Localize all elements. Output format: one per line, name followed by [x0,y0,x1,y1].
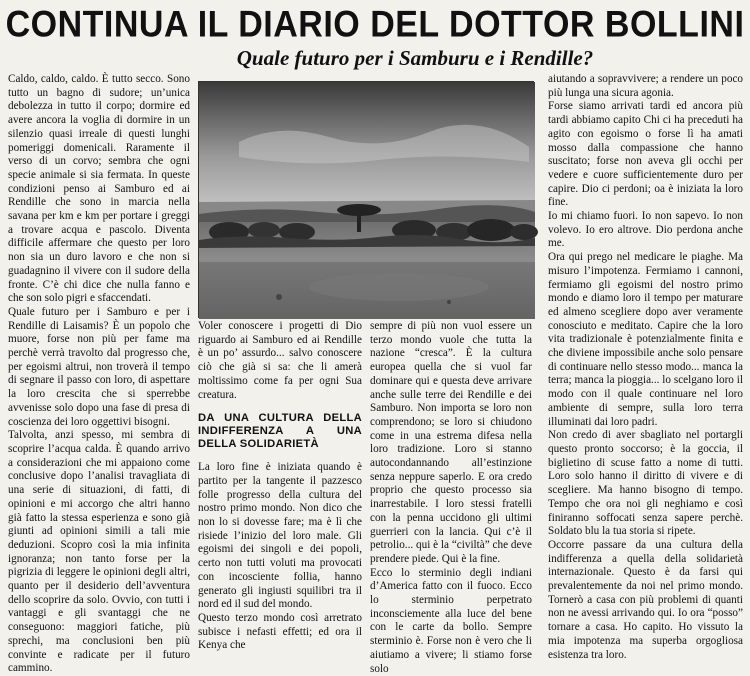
paragraph: Forse siamo arrivati tardi ed ancora più tardi abbiamo capito Chi ci ha preceduti ha agito con egoismo o forse lì ha amati mosso dalla compassione che hanno suscitato; forse non aveva gli occhi per vedere e cuore sufficientemente duro per capire. Dio ci perdoni; oa è iniziata la loro fine. [548,100,743,209]
intro-paragraph: Voler conoscere i progetti di Dio riguardo ai Samburo ed ai Rendille è un po’ assurdo... salvo conoscere ciò che già si sa: che li amerà moltissimo come fa per ogni Sua creatura. [198,320,362,401]
paragraph: aiutando a sopravvivere; a rendere un poco più lunga una sicura agonia. [548,73,743,99]
text-column-2 [198,320,362,652]
savanna-village-photo [198,81,534,318]
photo-icon [199,82,535,319]
text-column-3 [370,320,532,675]
paragraph: Ecco lo sterminio degli indiani d’America fatto con il fuoco. Ecco lo sterminio perpetrato inconsciemente alla luce del bene con le carte da bollo. Sempre sterminio è. Forse non è vero che li aiutiamo a vivere; li stiamo forse solo [370,566,532,675]
paragraph: La loro fine è iniziata quando è partito per la tangente il pazzesco folle progresso della cultura del nostro primo mondo. Non dico che non lo si dovesse fare; ma è lì che risiede l’inizio del loro male. Gli egoismi dei singoli e dei popoli, certo non tutti voluti ma provocati con incosciente follia, hanno generato gli ingiusti squilibri tra il nord ed il sud del mondo. [198,461,362,611]
paragraph: Ora qui prego nel medicare le piaghe. Ma misuro l’impotenza. Fermiamo i cannoni, fermiamo gli egoismi del nostro primo mondo e diamo loro il tempo per maturare ed almeno scegliere dopo aver veramente conosciuto e meditato. Capire che la loro vita tradizionale è potenzialmente finita e che diviene impossibile anche solo pensare di continuare nello stesso modo... manca la terra; manca la pioggia... lo scelgano loro il modo con il quale continuare nel loro ambiente di sempre, sulla loro terra illuminati dai loro padri. [548,251,743,428]
section-title: DA UNA CULTURA DELLA INDIFFERENZA A UNA DELLA SOLIDARIETÀ [198,412,362,451]
paragraph: Caldo, caldo, caldo. È tutto secco. Sono tutto un bagno di sudore; un’unica debolezza in tutto il corpo; dormire ed avere ancora la voglia di dormire in un silenzio quasi irreale di questi lunghi pomeriggi domenicali. Raramente il verso di un corvo; sembra che ogni specie animale si sia fermata. In queste condizioni penso ai Samburo ed ai Rendille che sono in marcia nella savana per km e km per portare i greggi a trovare acqua e pascolo. Diventa difficile affermare che questo per loro non sia un duro lavoro e che non si guadagnino il vivere con il sudore della fronte. C’è chi dice che nulla fanno e che son solo pigri e sfaccendati. [8,73,190,305]
text-column-1 [8,73,190,675]
paragraph: sempre di più non vuol essere un terzo mondo vuole che tutta la nazione “cresca”. È la cultura europea quella che si vuol far dominare qui e questa deve arrivare anche sulle terre dei Rendille e dei Samburo. Non importa se loro non comprendono; se loro si chiudono come in una estrema difesa nella loro tradizione. Loro si stanno autocondannando all’estinzione senza neppure saperlo. E ora credo proprio che questo processo sia inarrestabile. I loro stessi fratelli con la penna uccidono gli ultimi guerrieri con la lancia. Qui c’è il petrolio... qui è la “civiltà” che deve prendere piede. Qui è la fine. [370,320,532,565]
paragraph: Occorre passare da una cultura della indifferenza a quella della solidarietà internazionale. Questo è da farsi qui prevalentemente da noi nel primo mondo. Tornerò a casa con più problemi di quanti non ne avessi arrivando qui. Io ora “posso” tornare a casa. Ho capito. Ho vissuto la mia impotenza ma superba orgogliosa esistenza tra loro. [548,538,743,661]
paragraph: Questo terzo mondo così arretrato subisce i nefasti effetti; ed ora il Kenya che [198,611,362,652]
paragraph: Talvolta, anzi spesso, mi sembra di scoprire l’acqua calda. È quando arrivo a considerazioni che mi appaiono come conclusive dopo l’analisi travagliata di una serie di situazioni, di fatti, di opinioni e mi accorgo che altri hanno già fatto la stessa esperienza e sono già giunti ad opinioni simili a tali mie deduzioni. Scopro così la mia infinita ignoranza; non tanto forse per la pigrizia di leggere le opinioni degli altri, quanto per il desiderio dell’avventura dello scoprire da solo. Ovvio, con tutti i vantaggi e gli svantaggi che ne conseguono: maggiori fatiche, più sprechi, ma conclusioni ben più convinte e radicate per il futuro cammino. [8,429,190,675]
article-headline: CONTINUA IL DIARIO DEL DOTTOR BOLLINI [5,4,745,46]
paragraph: Non credo di aver sbagliato nel portargli questo pronto soccorso; è la goccia, il biglietino di scuse fatto a nome di tutti. Loro solo hanno il diritto di vivere e di scegliere. Ma hanno bisogno di tempo. Tempo che ora noi gli neghiamo e così finiranno soffocati senza sapere perchè. Soldato blu la tua storia si ripete. [548,429,743,538]
paragraph: Quale futuro per i Samburo e per i Rendille di Laisamis? È un popolo che muore, forse non più per fame ma perchè verrà travolto dal progresso che, per egoismi altrui, non troverà il tempo di segnare il passo con loro, di aspettare la loro crescita che si sperrebbe avvenisse solo dopo una fase di presa di coscienza dei loro oggettivi bisogni. [8,305,190,428]
article-subheadline: Quale futuro per i Samburu e i Rendille? [236,46,594,70]
text-column-4 [548,73,743,661]
paragraph: Io mi chiamo fuori. Io non sapevo. Io non volevo. Io ero altrove. Dio perdona anche me. [548,210,743,250]
